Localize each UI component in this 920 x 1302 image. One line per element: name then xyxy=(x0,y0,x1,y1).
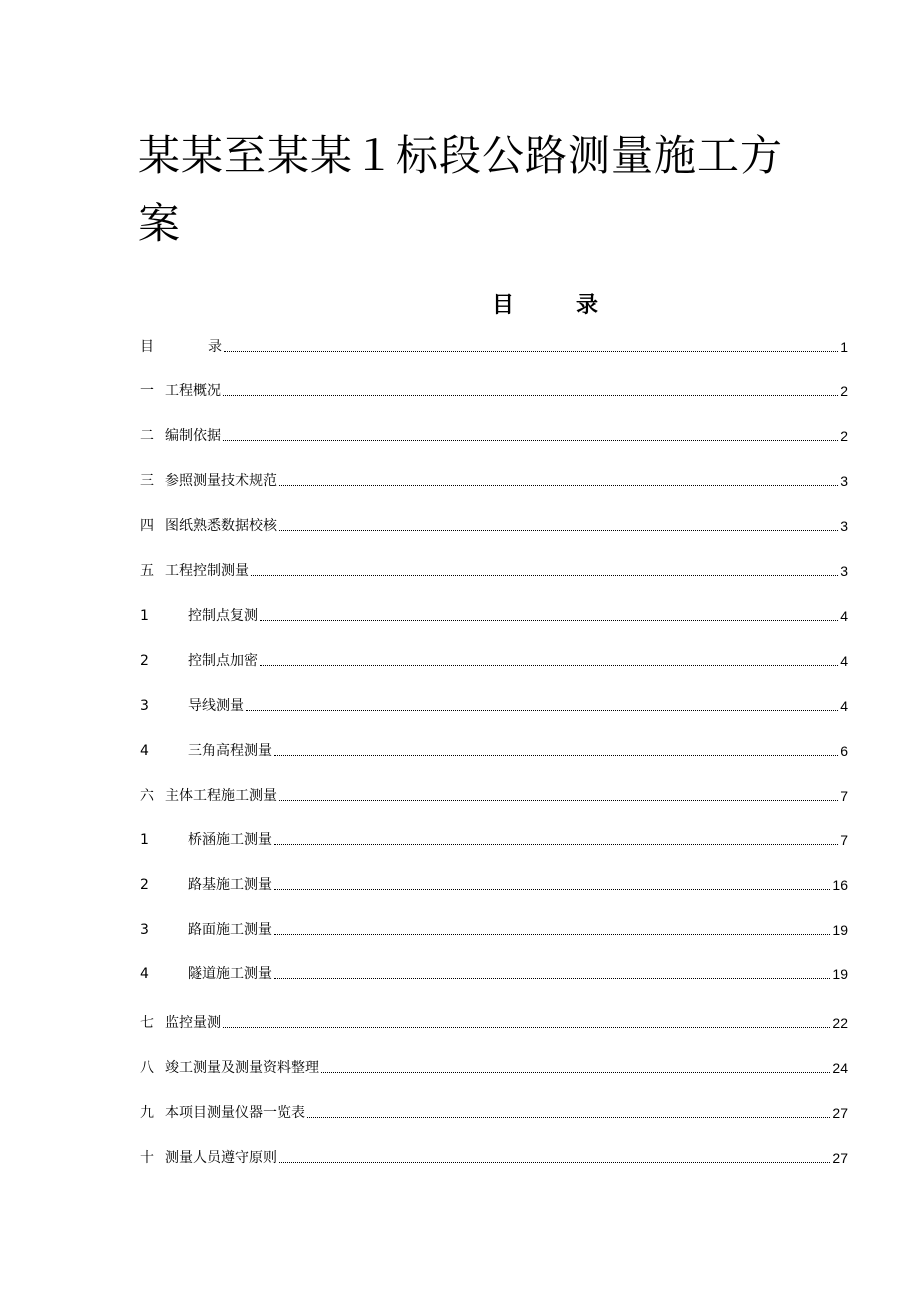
toc-entry[interactable] xyxy=(140,1057,848,1079)
toc-entry-number: 2 xyxy=(140,877,149,893)
toc-entry-page: 1 xyxy=(840,339,848,355)
toc-leader xyxy=(274,977,830,979)
toc-leader xyxy=(279,529,838,531)
toc-entry-label: 控制点加密 xyxy=(188,653,258,669)
toc-leader xyxy=(223,394,838,396)
toc-entry-number: 五 xyxy=(140,563,154,579)
toc-leader xyxy=(307,1116,830,1118)
toc-leader xyxy=(223,1026,830,1028)
toc-leader xyxy=(274,933,830,935)
toc-entry[interactable] xyxy=(140,560,848,582)
toc-entry-label: 图纸熟悉数据校核 xyxy=(165,518,277,534)
toc-leader xyxy=(223,439,838,441)
toc-entry-page: 7 xyxy=(840,788,848,804)
toc-entry[interactable] xyxy=(140,336,848,358)
toc-entry[interactable] xyxy=(140,1102,848,1124)
toc-leader xyxy=(260,619,838,621)
toc-entry[interactable] xyxy=(140,515,848,537)
toc-leader xyxy=(246,709,838,711)
toc-entry-number: 九 xyxy=(140,1105,154,1121)
toc-entry[interactable] xyxy=(140,740,848,762)
toc-entry-label: 导线测量 xyxy=(188,698,244,714)
toc-entry-page: 19 xyxy=(832,966,848,982)
toc-entry-page: 3 xyxy=(840,473,848,489)
toc-entry-label: 路基施工测量 xyxy=(188,877,272,893)
toc-entry[interactable] xyxy=(140,874,848,896)
toc-entry-number: 七 xyxy=(140,1015,154,1031)
toc-leader xyxy=(321,1071,830,1073)
toc-entry-number: 四 xyxy=(140,518,154,534)
toc-leader xyxy=(224,350,838,352)
toc-entry-number: 二 xyxy=(140,428,154,444)
toc-entry-label: 路面施工测量 xyxy=(188,922,272,938)
toc-entry[interactable] xyxy=(140,785,848,807)
toc-entry-label: 监控量测 xyxy=(165,1015,221,1031)
toc-leader xyxy=(279,484,838,486)
toc-entry-number: 3 xyxy=(140,698,149,714)
toc-entry-label: 桥涵施工测量 xyxy=(188,832,272,848)
toc-leader xyxy=(260,664,838,666)
toc-entry-number: 一 xyxy=(140,383,154,399)
toc-entry-label: 测量人员遵守原则 xyxy=(165,1150,277,1166)
toc-entry[interactable] xyxy=(140,963,848,985)
toc-entry-number: 2 xyxy=(140,653,149,669)
toc-entry-page: 4 xyxy=(840,698,848,714)
toc-entry-page: 19 xyxy=(832,922,848,938)
toc-entry-label: 工程概况 xyxy=(165,383,221,399)
toc-entry[interactable] xyxy=(140,695,848,717)
toc-entry-label: 工程控制测量 xyxy=(165,563,249,579)
toc-entry-number: 1 xyxy=(140,608,149,624)
toc-entry[interactable] xyxy=(140,919,848,941)
toc-entry-page: 2 xyxy=(840,383,848,399)
toc-entry-page: 4 xyxy=(840,608,848,624)
toc-entry[interactable] xyxy=(140,650,848,672)
toc-entry[interactable] xyxy=(140,1012,848,1034)
toc-entry-number: 1 xyxy=(140,832,149,848)
toc-entry-page: 3 xyxy=(840,563,848,579)
toc-entry-page: 16 xyxy=(832,877,848,893)
toc-leader xyxy=(274,888,830,890)
toc-entry-number: 三 xyxy=(140,473,154,489)
toc-entry[interactable] xyxy=(140,470,848,492)
toc-entry[interactable] xyxy=(140,425,848,447)
toc-entry-number: 4 xyxy=(140,966,149,982)
toc-entry-label: 三角高程测量 xyxy=(188,743,272,759)
toc-entry-page: 4 xyxy=(840,653,848,669)
toc-entry[interactable] xyxy=(140,1147,848,1169)
toc-heading xyxy=(0,288,920,319)
toc-entry-label: 本项目测量仪器一览表 xyxy=(165,1105,305,1121)
toc-entry-page: 6 xyxy=(840,743,848,759)
toc-entry[interactable] xyxy=(140,605,848,627)
toc-entry-page: 27 xyxy=(832,1150,848,1166)
toc-entry-number: 4 xyxy=(140,743,149,759)
toc-leader xyxy=(279,1161,830,1163)
toc-entry-label: 主体工程施工测量 xyxy=(165,788,277,804)
toc-entry-page: 27 xyxy=(832,1105,848,1121)
toc-heading-right: 录 xyxy=(576,292,599,318)
toc-entry-number: 八 xyxy=(140,1060,154,1076)
toc-entry-label: 编制依据 xyxy=(165,428,221,444)
toc-entry-page: 3 xyxy=(840,518,848,534)
toc-leader xyxy=(274,754,838,756)
toc-leader xyxy=(251,574,838,576)
toc-entry-label: 参照测量技术规范 xyxy=(165,473,277,489)
toc-entry-number: 3 xyxy=(140,922,149,938)
toc-heading-left: 目 xyxy=(491,292,514,318)
toc-entry-label: 控制点复测 xyxy=(188,608,258,624)
toc-entry-page: 24 xyxy=(832,1060,848,1076)
toc-entry-label: 竣工测量及测量资料整理 xyxy=(165,1060,319,1076)
toc-entry-page: 22 xyxy=(832,1015,848,1031)
toc-entry-number: 十 xyxy=(140,1150,154,1166)
toc-entry[interactable] xyxy=(140,380,848,402)
toc-entry[interactable] xyxy=(140,829,848,851)
toc-leader xyxy=(279,799,838,801)
toc-entry-label: 隧道施工测量 xyxy=(188,966,272,982)
toc-leader xyxy=(274,843,838,845)
document-title: 某某至某某１标段公路测量施工方案 xyxy=(138,131,784,248)
toc-entry-page: 7 xyxy=(840,832,848,848)
toc-entry-number: 目 xyxy=(140,339,154,355)
toc-entry-label: 录 xyxy=(208,339,222,355)
toc-entry-number: 六 xyxy=(140,788,154,804)
toc-entry-page: 2 xyxy=(840,428,848,444)
